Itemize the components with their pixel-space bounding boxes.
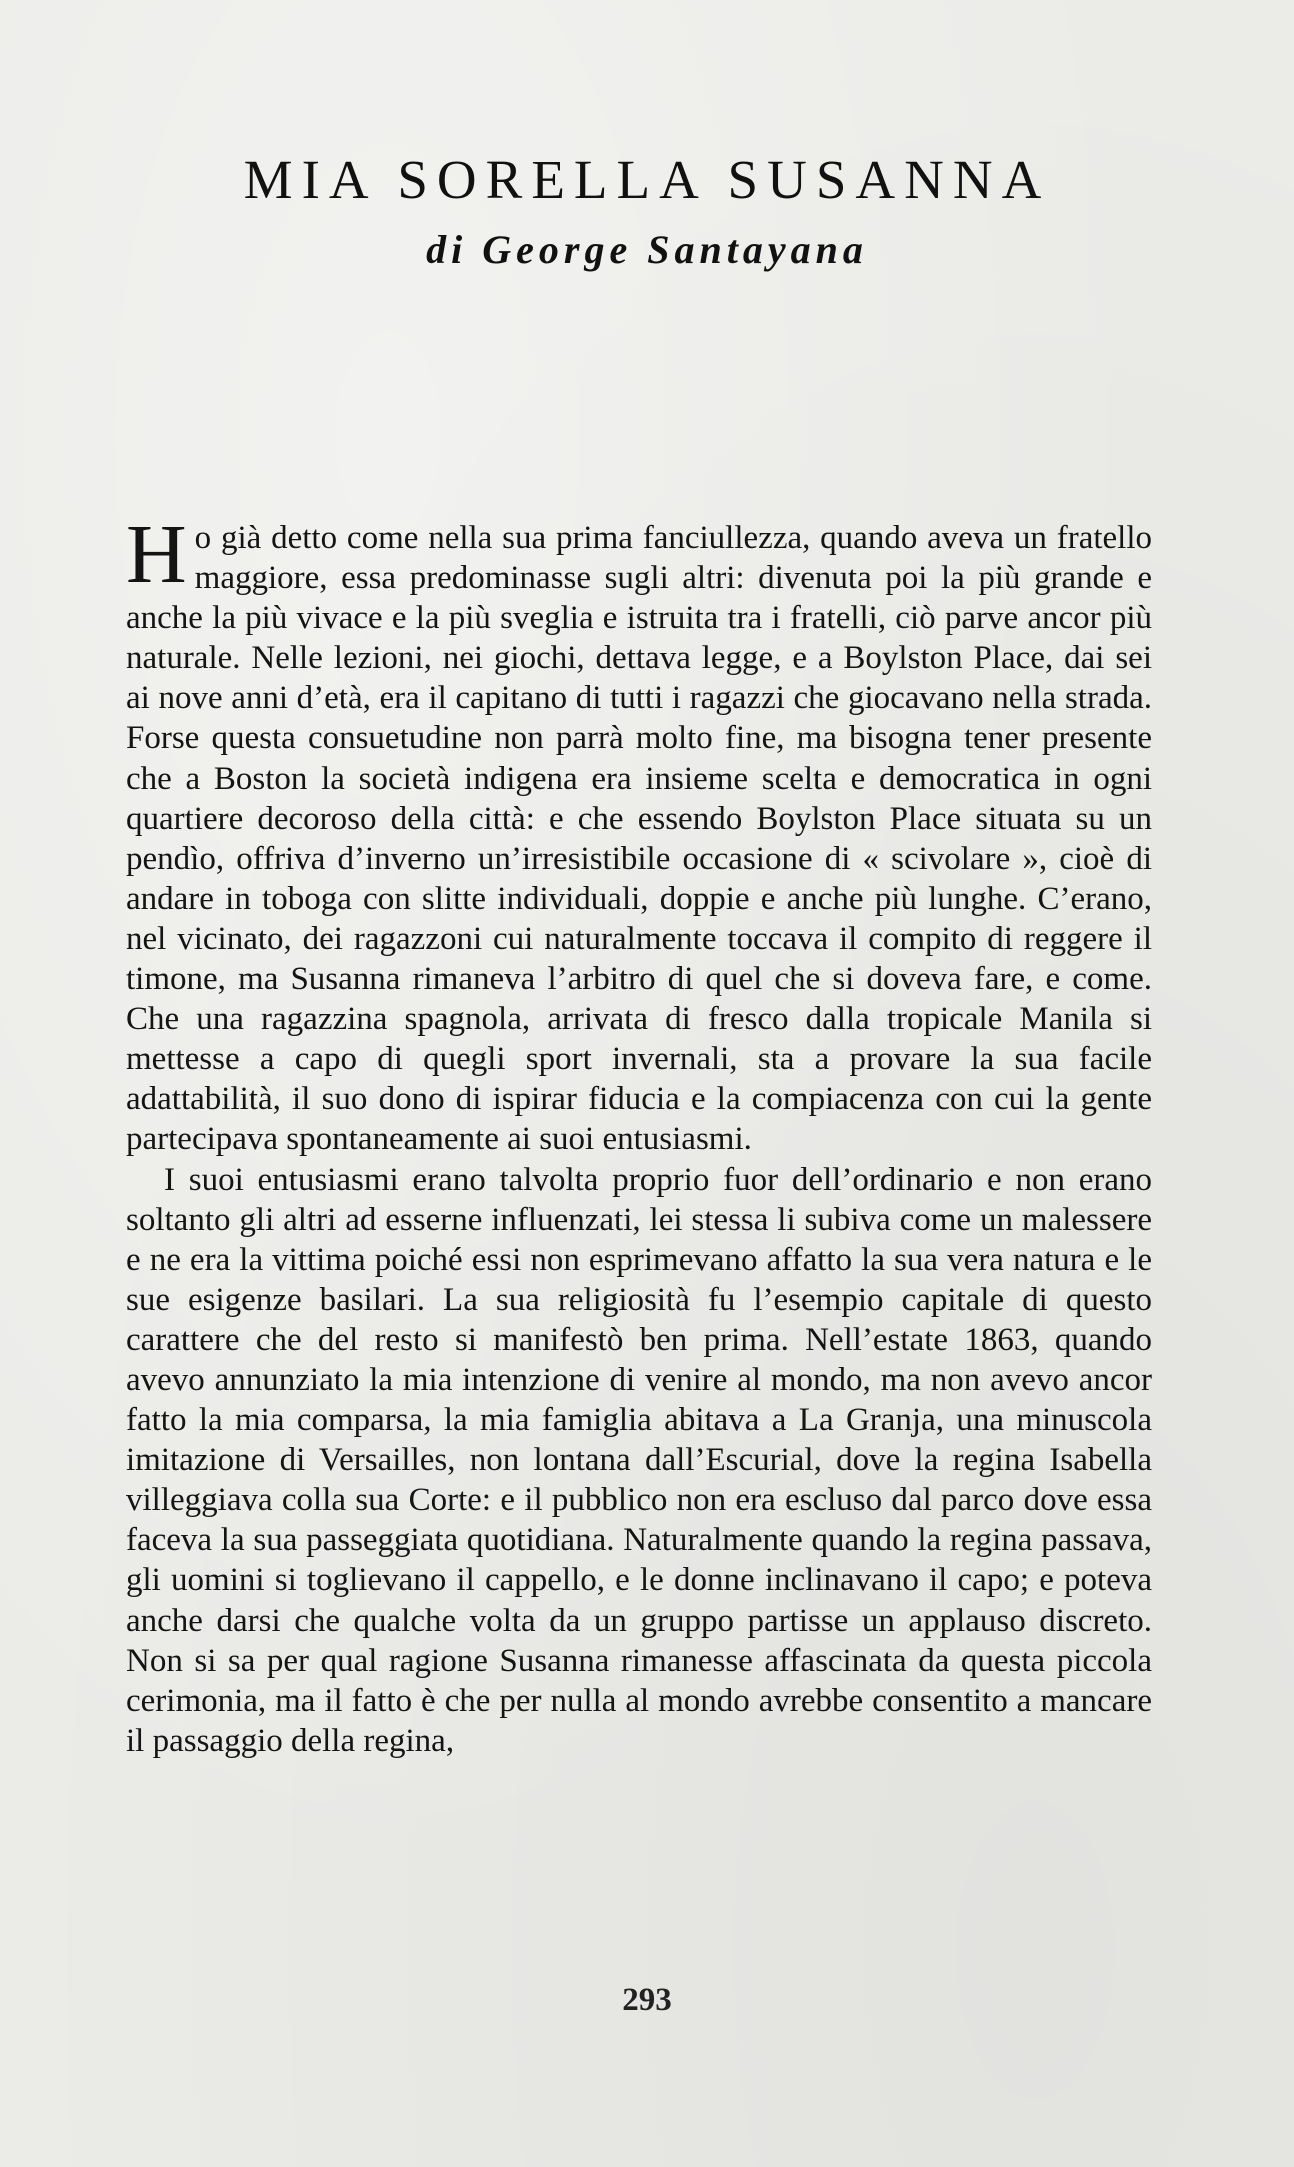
paragraph: I suoi entusiasmi erano talvolta proprio fuor dell’ordinario e non erano soltanto gli altri ad esserne influenzati, lei stessa li subiva come un malessere e ne era la vittima poiché essi non esprimevano affatto la sua vera natura e le sue esigenze basilari. La sua religiosità fu l’esempio capitale di questo carattere che del resto si manifestò ben prima. Nell’estate 1863, quando avevo annunziato la mia intenzione di venire al mondo, ma non avevo ancor fatto la mia comparsa, la mia famiglia abitava a La Granja, una minuscola imitazione di Versailles, non lontana dall’Escurial, dove la regina Isabella villeggiava colla sua Corte: e il pubblico non era escluso dal parco dove essa faceva la sua passeggiata quotidiana. Naturalmente quando la regina passava, gli uomini si toglievano il cappello, e le donne inclinavano il capo; e poteva anche darsi che qualche volta da un gruppo partisse un applauso discreto. Non si sa per qual ragione Susanna rimanesse affascinata da questa piccola cerimonia, ma il fatto è che per nulla al mondo avrebbe consentito a mancare il passaggio della regina, xyxy=(126,1161,1152,1759)
drop-cap: H xyxy=(126,508,187,601)
page-title: MIA SORELLA SUSANNA xyxy=(243,149,1051,210)
author-byline: di George Santayana xyxy=(426,227,868,272)
paragraph xyxy=(126,508,1152,1160)
body-text xyxy=(126,508,1152,1761)
page-number: 293 xyxy=(622,1982,672,2018)
paragraph-text: o già detto come nella sua prima fanciullezza, quando aveva un fratello maggiore, essa predominasse sugli altri: divenuta poi la più grande e anche la più vivace e la più sveglia e istruita tra i fratelli, ciò parve ancor più naturale. Nelle lezioni, nei giochi, dettava legge, e a Boylston Place, dai sei ai nove anni d’età, era il capitano di tutti i ragazzi che giocavano nella strada. Forse questa consuetudine non parrà molto fine, ma bisogna tener presente che a Boston la società indigena era insieme scelta e democratica in ogni quartiere decoroso della città: e che essendo Boylston Place situata su un pendìo, offriva d’inverno un’irresistibile occasione di « scivolare », cioè di andare in toboga con slitte individuali, doppie e anche più lunghe. C’erano, nel vicinato, dei ragazzoni cui naturalmente toccava il compito di reggere il timone, ma Susanna rimaneva l’arbitro di quel che si doveva fare, e come. Che una ragazzina spagnola, arrivata di fresco dalla tropicale Manila si mettesse a capo di quegli sport invernali, sta a provare la sua facile adattabilità, il suo dono di ispirar fiducia e la compiacenza con cui la gente partecipava spontaneamente ai suoi entusiasmi. xyxy=(126,520,1152,1158)
